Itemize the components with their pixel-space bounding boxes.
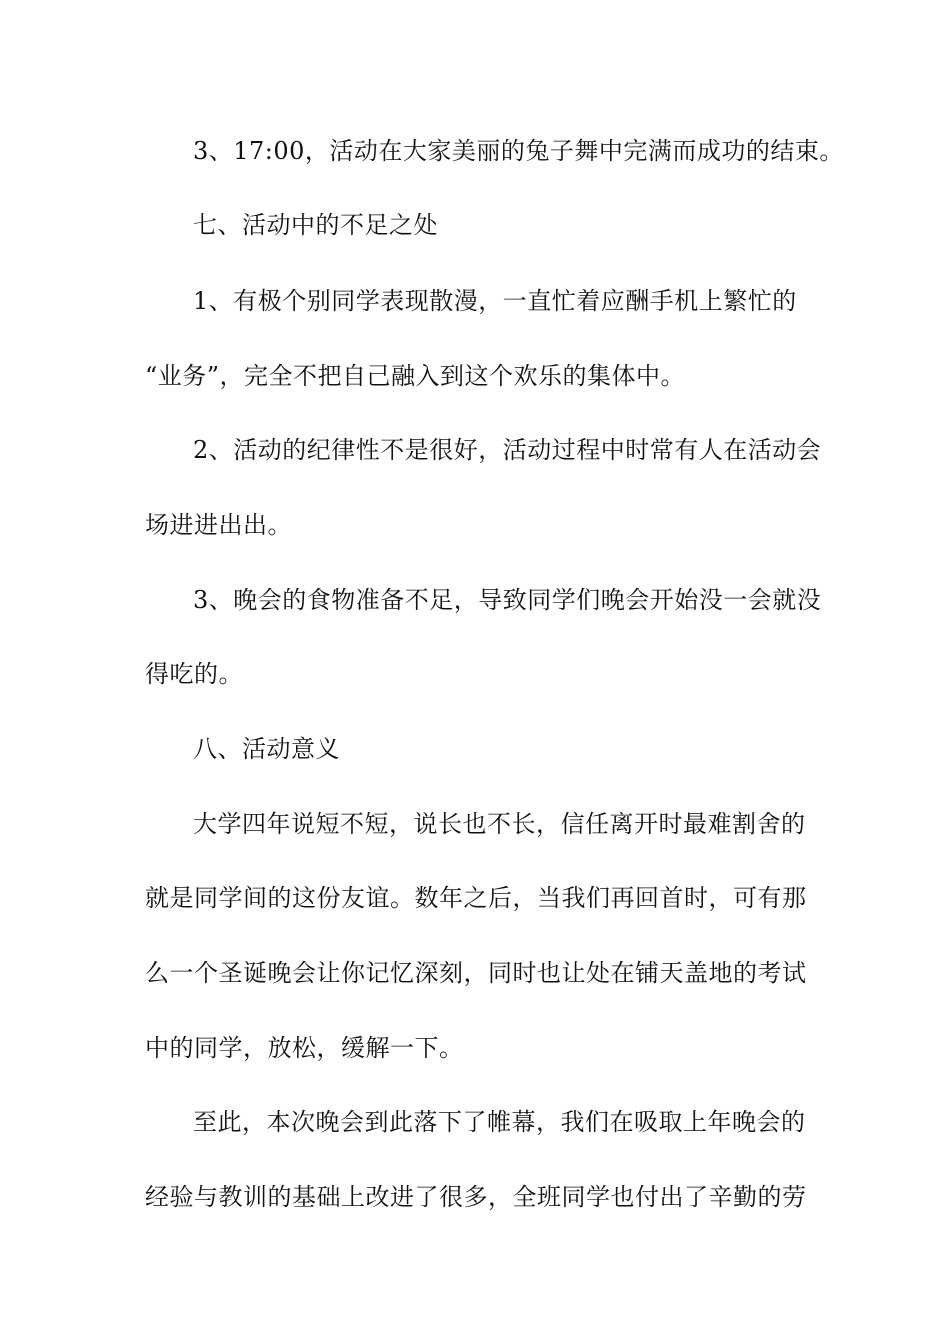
text-line: 至此，本次晚会到此落下了帷幕，我们在吸取上年晚会的 [193, 1108, 806, 1136]
text-line: 中的同学，放松，缓解一下。 [145, 1034, 464, 1062]
text-line: 3、晚会的食物准备不足，导致同学们晚会开始没一会就没 [193, 586, 822, 614]
text-line: 2、活动的纪律性不是很好，活动过程中时常有人在活动会 [193, 436, 822, 464]
text-line: “业务”，完全不把自己融入到这个欢乐的集体中。 [145, 362, 686, 390]
section-heading: 七、活动中的不足之处 [193, 211, 438, 239]
text-line: 3、17:00，活动在大家美丽的兔子舞中完满而成功的结束。 [193, 137, 844, 165]
section-heading: 八、活动意义 [193, 735, 340, 763]
text-line: 场进进出出。 [145, 511, 292, 539]
text-line: 得吃的。 [145, 660, 243, 688]
text-line: 么一个圣诞晚会让你记忆深刻，同时也让处在铺天盖地的考试 [145, 959, 807, 987]
text-line: 经验与教训的基础上改进了很多，全班同学也付出了辛勤的劳 [145, 1183, 807, 1211]
text-line: 就是同学间的这份友谊。数年之后，当我们再回首时，可有那 [145, 884, 807, 912]
text-line: 1、有极个别同学表现散漫，一直忙着应酬手机上繁忙的 [193, 287, 797, 315]
text-line: 大学四年说短不短，说长也不长，信任离开时最难割舍的 [193, 810, 806, 838]
